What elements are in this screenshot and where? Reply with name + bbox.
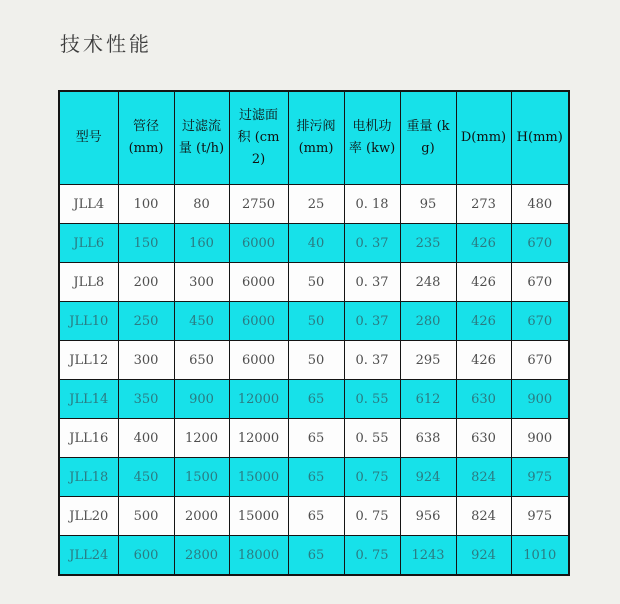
cell: 924	[456, 536, 511, 576]
cell: 824	[456, 497, 511, 536]
table-row	[59, 458, 569, 497]
cell: 2750	[229, 185, 288, 224]
cell: 65	[288, 536, 344, 576]
cell: 40	[288, 224, 344, 263]
cell: 0. 37	[344, 341, 400, 380]
cell: 300	[118, 341, 174, 380]
cell: 670	[511, 302, 569, 341]
model-cell: JLL8	[59, 263, 118, 302]
table-row	[59, 380, 569, 419]
column-header-model: 型号	[59, 91, 118, 185]
cell: 0. 75	[344, 497, 400, 536]
cell: 65	[288, 419, 344, 458]
cell: 50	[288, 341, 344, 380]
cell: 295	[400, 341, 456, 380]
cell: 1500	[174, 458, 229, 497]
cell: 100	[118, 185, 174, 224]
cell: 426	[456, 224, 511, 263]
cell: 50	[288, 263, 344, 302]
cell: 235	[400, 224, 456, 263]
cell: 15000	[229, 458, 288, 497]
cell: 600	[118, 536, 174, 576]
cell: 480	[511, 185, 569, 224]
cell: 6000	[229, 302, 288, 341]
column-header-filter-area: 过滤面积 (cm2)	[229, 91, 288, 185]
cell: 248	[400, 263, 456, 302]
spec-table	[58, 90, 570, 576]
cell: 670	[511, 341, 569, 380]
column-header-d: D(mm)	[456, 91, 511, 185]
cell: 65	[288, 380, 344, 419]
cell: 975	[511, 497, 569, 536]
cell: 0. 18	[344, 185, 400, 224]
table-row	[59, 185, 569, 224]
model-cell: JLL4	[59, 185, 118, 224]
model-cell: JLL14	[59, 380, 118, 419]
model-cell: JLL24	[59, 536, 118, 576]
cell: 900	[511, 419, 569, 458]
cell: 500	[118, 497, 174, 536]
cell: 200	[118, 263, 174, 302]
cell: 650	[174, 341, 229, 380]
cell: 956	[400, 497, 456, 536]
cell: 1243	[400, 536, 456, 576]
cell: 25	[288, 185, 344, 224]
table-row	[59, 341, 569, 380]
cell: 18000	[229, 536, 288, 576]
cell: 250	[118, 302, 174, 341]
cell: 612	[400, 380, 456, 419]
page-title: 技术性能	[60, 32, 152, 56]
cell: 350	[118, 380, 174, 419]
model-cell: JLL10	[59, 302, 118, 341]
column-header-filter-flow: 过滤流量 (t/h)	[174, 91, 229, 185]
cell: 0. 75	[344, 536, 400, 576]
table-row	[59, 419, 569, 458]
cell: 0. 37	[344, 224, 400, 263]
cell: 2000	[174, 497, 229, 536]
cell: 0. 55	[344, 419, 400, 458]
model-cell: JLL18	[59, 458, 118, 497]
cell: 450	[118, 458, 174, 497]
cell: 6000	[229, 341, 288, 380]
cell: 95	[400, 185, 456, 224]
cell: 160	[174, 224, 229, 263]
cell: 824	[456, 458, 511, 497]
cell: 426	[456, 302, 511, 341]
cell: 65	[288, 497, 344, 536]
cell: 426	[456, 263, 511, 302]
cell: 300	[174, 263, 229, 302]
table-row	[59, 497, 569, 536]
model-cell: JLL12	[59, 341, 118, 380]
cell: 50	[288, 302, 344, 341]
cell: 900	[511, 380, 569, 419]
column-header-pipe-diameter: 管径 (mm)	[118, 91, 174, 185]
cell: 630	[456, 419, 511, 458]
cell: 6000	[229, 263, 288, 302]
model-cell: JLL16	[59, 419, 118, 458]
cell: 6000	[229, 224, 288, 263]
cell: 150	[118, 224, 174, 263]
cell: 900	[174, 380, 229, 419]
cell: 975	[511, 458, 569, 497]
cell: 273	[456, 185, 511, 224]
column-header-motor-power: 电机功率 (kw)	[344, 91, 400, 185]
table-row	[59, 302, 569, 341]
cell: 12000	[229, 380, 288, 419]
header-row	[59, 91, 569, 185]
cell: 15000	[229, 497, 288, 536]
cell: 924	[400, 458, 456, 497]
cell: 670	[511, 224, 569, 263]
cell: 80	[174, 185, 229, 224]
column-header-weight: 重量 (kg)	[400, 91, 456, 185]
table-row	[59, 224, 569, 263]
cell: 400	[118, 419, 174, 458]
cell: 1200	[174, 419, 229, 458]
cell: 12000	[229, 419, 288, 458]
cell: 630	[456, 380, 511, 419]
column-header-drain-valve: 排污阀 (mm)	[288, 91, 344, 185]
model-cell: JLL6	[59, 224, 118, 263]
cell: 1010	[511, 536, 569, 576]
cell: 0. 37	[344, 302, 400, 341]
cell: 0. 55	[344, 380, 400, 419]
column-header-h: H(mm)	[511, 91, 569, 185]
cell: 0. 37	[344, 263, 400, 302]
cell: 450	[174, 302, 229, 341]
model-cell: JLL20	[59, 497, 118, 536]
cell: 65	[288, 458, 344, 497]
cell: 280	[400, 302, 456, 341]
cell: 670	[511, 263, 569, 302]
table-row	[59, 536, 569, 576]
cell: 2800	[174, 536, 229, 576]
table-row	[59, 263, 569, 302]
cell: 0. 75	[344, 458, 400, 497]
cell: 638	[400, 419, 456, 458]
cell: 426	[456, 341, 511, 380]
